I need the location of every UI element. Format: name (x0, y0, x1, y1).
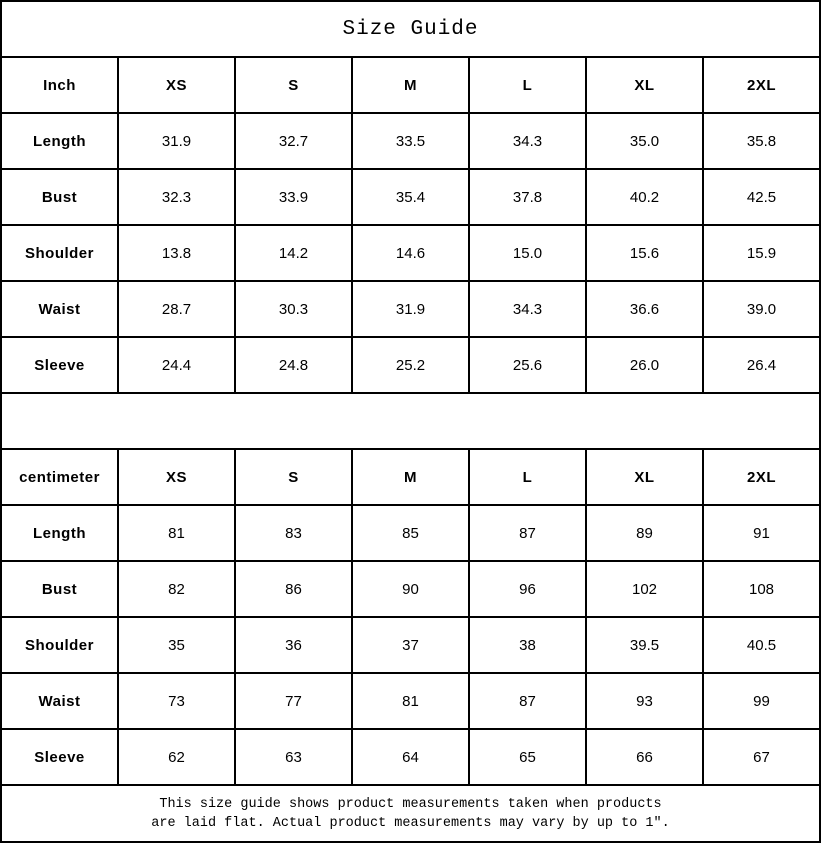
size-column-header-m: M (352, 449, 469, 505)
row-label: Length (1, 113, 118, 169)
size-value-cell: 32.7 (235, 113, 352, 169)
size-value-cell: 15.9 (703, 225, 820, 281)
size-value-cell: 87 (469, 673, 586, 729)
row-label: Bust (1, 169, 118, 225)
size-value-cell: 33.9 (235, 169, 352, 225)
size-value-cell: 87 (469, 505, 586, 561)
size-value-cell: 14.6 (352, 225, 469, 281)
size-value-cell: 26.4 (703, 337, 820, 393)
centimeter-header-row (1, 449, 820, 505)
footer-note-line-1: This size guide shows product measurements taken when products (159, 796, 662, 812)
table-row-inch-shoulder (1, 225, 820, 281)
size-value-cell: 67 (703, 729, 820, 785)
size-column-header-s: S (235, 449, 352, 505)
row-label: Bust (1, 561, 118, 617)
size-value-cell: 96 (469, 561, 586, 617)
size-value-cell: 102 (586, 561, 703, 617)
size-value-cell: 31.9 (352, 281, 469, 337)
footer-note (1, 785, 820, 842)
size-value-cell: 35.0 (586, 113, 703, 169)
size-value-cell: 77 (235, 673, 352, 729)
size-value-cell: 30.3 (235, 281, 352, 337)
size-value-cell: 35.8 (703, 113, 820, 169)
size-value-cell: 24.4 (118, 337, 235, 393)
size-value-cell: 13.8 (118, 225, 235, 281)
row-label: Waist (1, 281, 118, 337)
size-value-cell: 40.5 (703, 617, 820, 673)
size-value-cell: 82 (118, 561, 235, 617)
size-value-cell: 64 (352, 729, 469, 785)
size-value-cell: 86 (235, 561, 352, 617)
size-value-cell: 93 (586, 673, 703, 729)
table-row-cm-waist (1, 673, 820, 729)
size-value-cell: 36 (235, 617, 352, 673)
size-column-header-2xl: 2XL (703, 449, 820, 505)
size-value-cell: 108 (703, 561, 820, 617)
size-value-cell: 66 (586, 729, 703, 785)
size-value-cell: 36.6 (586, 281, 703, 337)
row-label: Sleeve (1, 729, 118, 785)
row-label: Shoulder (1, 225, 118, 281)
size-value-cell: 28.7 (118, 281, 235, 337)
size-value-cell: 34.3 (469, 281, 586, 337)
size-value-cell: 62 (118, 729, 235, 785)
size-value-cell: 39.5 (586, 617, 703, 673)
size-column-header-xs: XS (118, 57, 235, 113)
footer-note-line-2: are laid flat. Actual product measurements may vary by up to 1″. (151, 815, 670, 831)
size-value-cell: 85 (352, 505, 469, 561)
size-value-cell: 90 (352, 561, 469, 617)
size-value-cell: 37.8 (469, 169, 586, 225)
size-column-header-l: L (469, 449, 586, 505)
spacer-cell (1, 393, 820, 449)
size-column-header-xs: XS (118, 449, 235, 505)
size-column-header-xl: XL (586, 57, 703, 113)
page-title: Size Guide (1, 1, 820, 57)
size-value-cell: 63 (235, 729, 352, 785)
table-row-cm-bust (1, 561, 820, 617)
inch-header-row (1, 57, 820, 113)
size-value-cell: 35 (118, 617, 235, 673)
row-label: Sleeve (1, 337, 118, 393)
row-label: Shoulder (1, 617, 118, 673)
size-value-cell: 14.2 (235, 225, 352, 281)
table-row-cm-length (1, 505, 820, 561)
table-row-inch-length (1, 113, 820, 169)
size-value-cell: 40.2 (586, 169, 703, 225)
size-column-header-l: L (469, 57, 586, 113)
unit-header-centimeter: centimeter (1, 449, 118, 505)
size-column-header-2xl: 2XL (703, 57, 820, 113)
size-column-header-xl: XL (586, 449, 703, 505)
footer-row (1, 785, 820, 842)
size-value-cell: 73 (118, 673, 235, 729)
size-value-cell: 99 (703, 673, 820, 729)
size-value-cell: 33.5 (352, 113, 469, 169)
unit-header-inch: Inch (1, 57, 118, 113)
size-value-cell: 81 (352, 673, 469, 729)
row-label: Waist (1, 673, 118, 729)
size-value-cell: 38 (469, 617, 586, 673)
row-label: Length (1, 505, 118, 561)
table-row-inch-waist (1, 281, 820, 337)
size-column-header-m: M (352, 57, 469, 113)
size-column-header-s: S (235, 57, 352, 113)
size-value-cell: 34.3 (469, 113, 586, 169)
size-value-cell: 37 (352, 617, 469, 673)
table-row-inch-bust (1, 169, 820, 225)
size-value-cell: 89 (586, 505, 703, 561)
size-value-cell: 65 (469, 729, 586, 785)
size-value-cell: 26.0 (586, 337, 703, 393)
size-value-cell: 24.8 (235, 337, 352, 393)
size-value-cell: 81 (118, 505, 235, 561)
size-value-cell: 39.0 (703, 281, 820, 337)
size-value-cell: 42.5 (703, 169, 820, 225)
size-value-cell: 25.6 (469, 337, 586, 393)
table-row-cm-shoulder (1, 617, 820, 673)
size-value-cell: 31.9 (118, 113, 235, 169)
table-row-inch-sleeve (1, 337, 820, 393)
size-value-cell: 25.2 (352, 337, 469, 393)
size-value-cell: 35.4 (352, 169, 469, 225)
size-value-cell: 91 (703, 505, 820, 561)
spacer-row (1, 393, 820, 449)
size-value-cell: 32.3 (118, 169, 235, 225)
size-value-cell: 15.6 (586, 225, 703, 281)
title-row (1, 1, 820, 57)
size-value-cell: 83 (235, 505, 352, 561)
table-row-cm-sleeve (1, 729, 820, 785)
size-value-cell: 15.0 (469, 225, 586, 281)
